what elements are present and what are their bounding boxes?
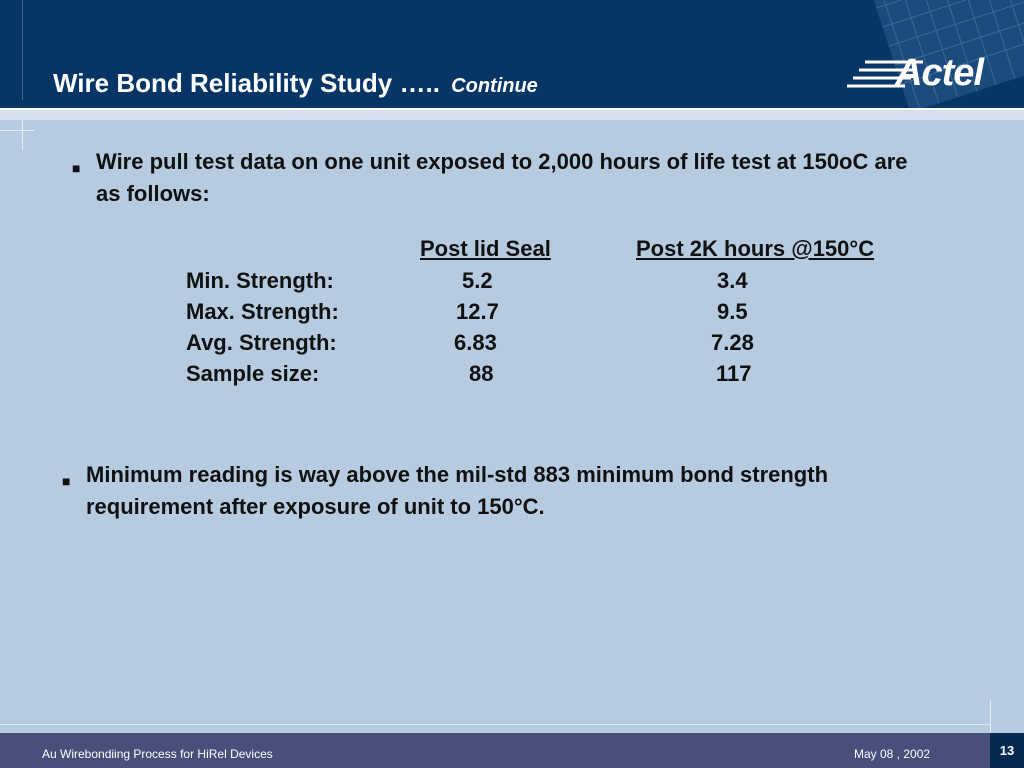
bullet-marker: ■ xyxy=(72,160,81,176)
corner-mark xyxy=(22,120,23,150)
footer-date: May 08 , 2002 xyxy=(854,747,931,761)
footer-divider xyxy=(0,724,990,725)
slide-title xyxy=(53,68,538,99)
row-label: Sample size: xyxy=(186,361,320,386)
table-header-post-2k-hours: Post 2K hours @150°C xyxy=(636,236,875,261)
title-sub: Continue xyxy=(451,75,538,97)
row-label: Max. Strength: xyxy=(186,299,339,324)
cell-post-2k: 7.28 xyxy=(711,330,754,355)
bullet-item xyxy=(72,146,932,210)
bullet-text: Wire pull test data on one unit exposed to 2,000 hours of life test at 150oC are as follows: xyxy=(96,149,908,206)
table-header-post-lid-seal: Post lid Seal xyxy=(420,236,551,261)
cell-post-lid: 5.2 xyxy=(462,268,493,293)
cell-post-lid: 6.83 xyxy=(454,330,497,355)
logo-wordmark: Actel xyxy=(895,52,983,94)
header-vertical-line xyxy=(22,0,23,100)
cell-post-2k: 117 xyxy=(716,361,752,386)
footer-title: Au Wirebondiing Process for HiRel Devices xyxy=(42,747,273,761)
corner-mark xyxy=(0,130,34,131)
row-label: Min. Strength: xyxy=(186,268,334,293)
cell-post-2k: 9.5 xyxy=(717,299,748,324)
title-main: Wire Bond Reliability Study ….. xyxy=(53,68,440,98)
cell-post-2k: 3.4 xyxy=(717,268,748,293)
header-stripe xyxy=(0,110,1024,120)
bullet-text: Minimum reading is way above the mil-std 883 minimum bond strength requirement after exposure of unit to 150°C. xyxy=(86,462,829,519)
cell-post-lid: 88 xyxy=(469,361,494,386)
cell-post-lid: 12.7 xyxy=(456,299,499,324)
row-label: Avg. Strength: xyxy=(186,330,337,355)
actel-logo xyxy=(845,52,1005,96)
bullet-item xyxy=(62,459,922,523)
bullet-marker: ■ xyxy=(62,473,71,489)
page-number: 13 xyxy=(990,733,1024,768)
